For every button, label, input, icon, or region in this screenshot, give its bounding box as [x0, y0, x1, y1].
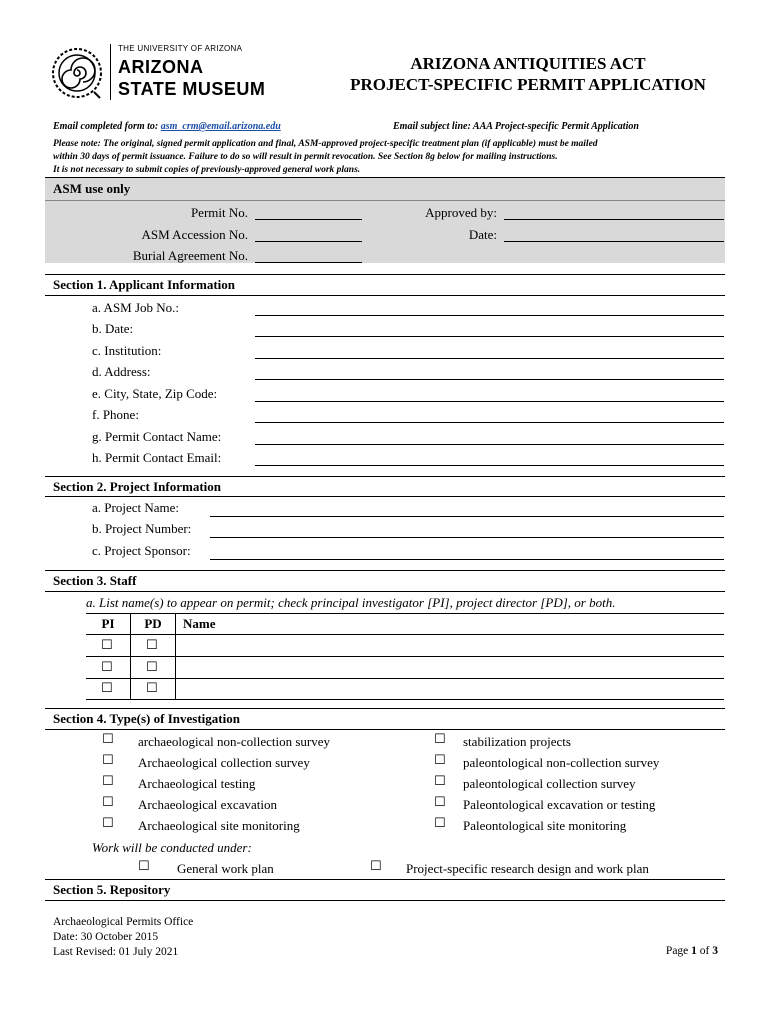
email-instruction [53, 121, 281, 132]
burial-no-label: Burial Agreement No. [132, 248, 248, 263]
s2-project-sponsor-label: c. Project Sponsor: [92, 543, 191, 558]
inv-left-checkbox-1[interactable]: ☐ [102, 732, 114, 747]
section1-heading: Section 1. Applicant Information [53, 277, 236, 292]
burial-no-field[interactable] [255, 262, 362, 263]
inv-left-checkbox-4[interactable]: ☐ [102, 795, 114, 810]
asm-date-field[interactable] [504, 241, 724, 242]
col-pi-header: PI [101, 616, 115, 631]
inv-left-checkbox-3[interactable]: ☐ [102, 774, 114, 789]
s1-contact-email-field[interactable] [255, 465, 724, 466]
logo-university-line: THE UNIVERSITY OF ARIZONA [118, 44, 243, 53]
inv-right-label-1: stabilization projects [463, 734, 571, 749]
footer [53, 915, 193, 960]
email-subject: Email subject line: AAA Project-specific Permit Application [393, 121, 639, 132]
logo-arizona-line: ARIZONA [118, 57, 204, 77]
col-name-header: Name [183, 616, 216, 631]
inv-right-checkbox-2[interactable]: ☐ [434, 753, 446, 768]
s2-project-number-field[interactable] [210, 537, 724, 538]
accession-no-label: ASM Accession No. [141, 227, 248, 242]
section4-heading: Section 4. Type(s) of Investigation [53, 711, 240, 726]
inv-right-label-2: paleontological non-collection survey [463, 755, 660, 770]
accession-no-field[interactable] [255, 241, 362, 242]
s1-job-no-label: a. ASM Job No.: [92, 300, 180, 315]
s2-project-sponsor-field[interactable] [210, 559, 724, 560]
s1-address-label: d. Address: [92, 364, 151, 379]
pd-checkbox-1[interactable]: ☐ [146, 638, 158, 653]
logo-state-museum-line: STATE MUSEUM [118, 79, 266, 99]
asm-date-label: Date: [468, 227, 497, 242]
museum-logo [50, 44, 290, 102]
page-number: Page 1 of 3 [665, 945, 718, 957]
inv-right-label-3: paleontological collection survey [463, 776, 636, 791]
footer-date: Date: 30 October 2015 [53, 931, 159, 943]
inv-left-checkbox-5[interactable]: ☐ [102, 816, 114, 831]
section5-heading: Section 5. Repository [53, 882, 171, 897]
permit-no-field[interactable] [255, 219, 362, 220]
section3-heading: Section 3. Staff [53, 573, 137, 588]
email-link[interactable]: asm_crm@email.arizona.edu [160, 121, 281, 132]
pi-checkbox-3[interactable]: ☐ [101, 681, 113, 696]
col-pd-header: PD [144, 616, 162, 631]
notice-line-2: within 30 days of permit issuance. Failure to do so will result in permit revocation. See Section 8g below for mailing instructions. [53, 152, 558, 162]
s1-date-label: b. Date: [92, 321, 134, 336]
conducted-under-label: Work will be conducted under: [92, 840, 252, 855]
pd-checkbox-2[interactable]: ☐ [146, 660, 158, 675]
title-line-1: ARIZONA ANTIQUITIES ACT [410, 54, 646, 73]
s1-city-field[interactable] [255, 401, 724, 402]
s2-project-number-label: b. Project Number: [92, 521, 192, 536]
staff-table [86, 613, 724, 700]
inv-right-checkbox-4[interactable]: ☐ [434, 795, 446, 810]
staff-name-field-1[interactable] [178, 636, 722, 654]
s2-project-name-label: a. Project Name: [92, 500, 179, 515]
notice-line-1: Please note: The original, signed permit application and final, ASM-approved project-specific treatment plan (if applicable) must be mailed [53, 139, 598, 149]
pd-checkbox-3[interactable]: ☐ [146, 681, 158, 696]
s1-contact-name-field[interactable] [255, 444, 724, 445]
spiral-logo-icon [50, 46, 104, 100]
s1-phone-label: f. Phone: [92, 407, 139, 422]
page-title [338, 53, 718, 95]
s1-phone-field[interactable] [255, 422, 724, 423]
notice-text [53, 138, 753, 177]
approved-by-label: Approved by: [425, 205, 497, 220]
s3-instruction: a. List name(s) to appear on permit; check principal investigator [PI], project director [PD], or both. [86, 595, 616, 610]
s1-institution-field[interactable] [255, 358, 724, 359]
inv-right-checkbox-3[interactable]: ☐ [434, 774, 446, 789]
inv-right-label-5: Paleontological site monitoring [463, 818, 627, 833]
inv-right-checkbox-1[interactable]: ☐ [434, 732, 446, 747]
staff-name-field-3[interactable] [178, 679, 722, 697]
s1-city-label: e. City, State, Zip Code: [92, 386, 218, 401]
notice-line-3: It is not necessary to submit copies of previously-approved general work plans. [53, 165, 361, 175]
title-line-2: PROJECT-SPECIFIC PERMIT APPLICATION [350, 75, 706, 94]
inv-left-label-3: Archaeological testing [138, 776, 256, 791]
asm-use-heading: ASM use only [53, 181, 131, 196]
s1-institution-label: c. Institution: [92, 343, 162, 358]
section2-heading: Section 2. Project Information [53, 479, 222, 494]
inv-left-label-5: Archaeological site monitoring [138, 818, 300, 833]
s1-job-no-field[interactable] [255, 315, 724, 316]
footer-revised: Last Revised: 01 July 2021 [53, 946, 179, 958]
inv-left-label-1: archaeological non-collection survey [138, 734, 331, 749]
general-work-plan-checkbox[interactable]: ☐ [138, 859, 150, 874]
inv-left-checkbox-2[interactable]: ☐ [102, 753, 114, 768]
permit-no-label: Permit No. [190, 205, 248, 220]
inv-left-label-4: Archaeological excavation [138, 797, 277, 812]
inv-right-label-4: Paleontological excavation or testing [463, 797, 656, 812]
s1-date-field[interactable] [255, 336, 724, 337]
email-prefix: Email completed form to: [53, 121, 161, 132]
pi-checkbox-1[interactable]: ☐ [101, 638, 113, 653]
s1-contact-name-label: g. Permit Contact Name: [92, 429, 222, 444]
project-specific-plan-label: Project-specific research design and work plan [406, 861, 649, 876]
project-specific-plan-checkbox[interactable]: ☐ [370, 859, 382, 874]
general-work-plan-label: General work plan [177, 861, 274, 876]
pi-checkbox-2[interactable]: ☐ [101, 660, 113, 675]
approved-by-field[interactable] [504, 219, 724, 220]
s2-project-name-field[interactable] [210, 516, 724, 517]
s1-contact-email-label: h. Permit Contact Email: [92, 450, 222, 465]
inv-right-checkbox-5[interactable]: ☐ [434, 816, 446, 831]
footer-office: Archaeological Permits Office [53, 916, 194, 928]
inv-left-label-2: Archaeological collection survey [138, 755, 310, 770]
staff-name-field-2[interactable] [178, 658, 722, 676]
s1-address-field[interactable] [255, 379, 724, 380]
